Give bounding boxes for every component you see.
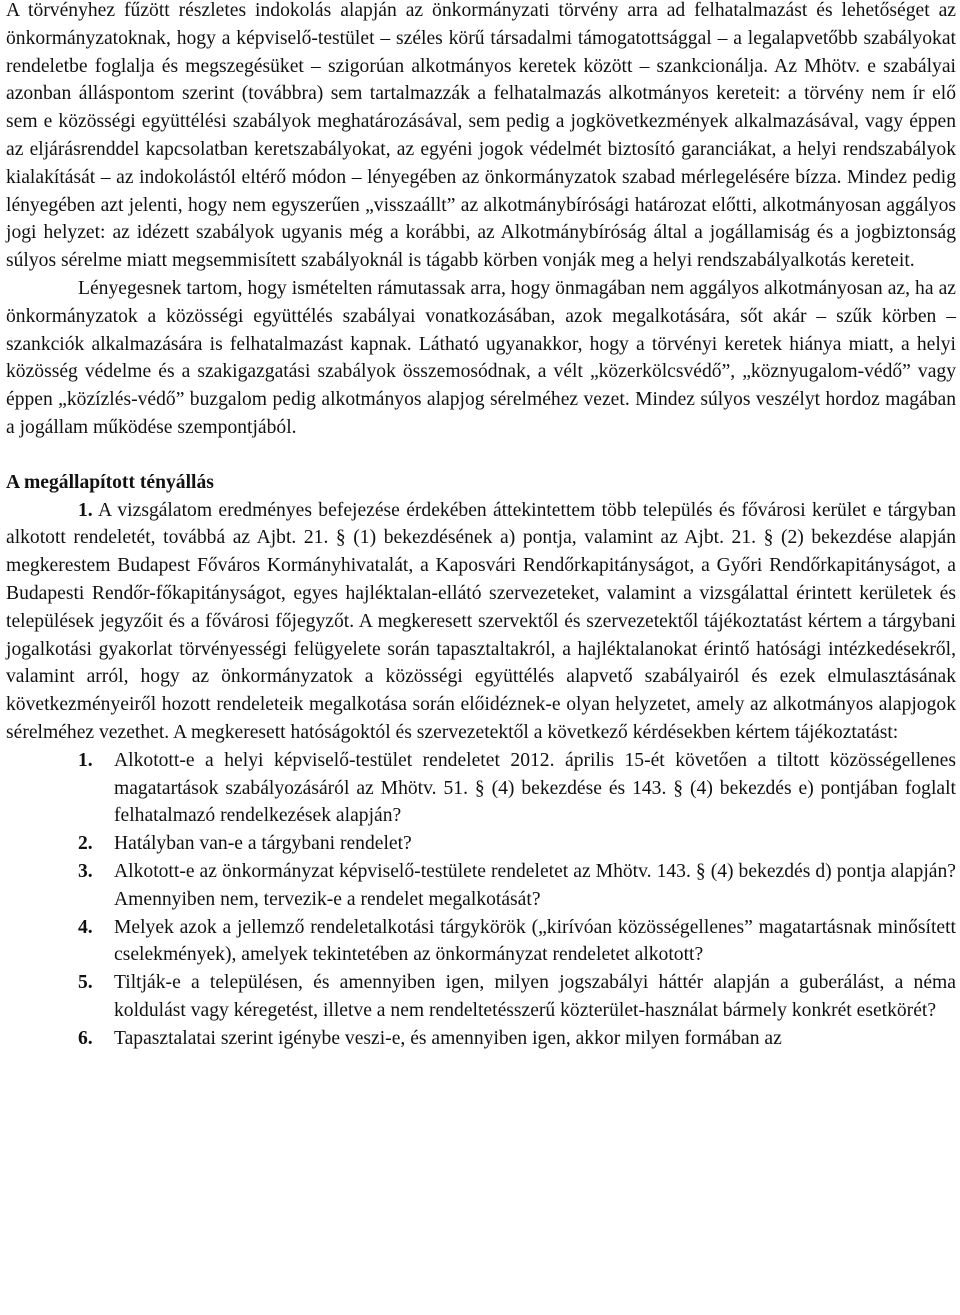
question-text: Hatályban van-e a tárgybani rendelet? bbox=[114, 833, 412, 855]
question-item bbox=[6, 914, 956, 970]
question-number: 1. bbox=[78, 749, 93, 771]
document-page bbox=[6, 0, 956, 1052]
question-number: 5. bbox=[78, 972, 93, 994]
question-list bbox=[6, 747, 956, 1053]
question-text: Alkotott-e a helyi képviselő-testület rendeletet 2012. április 15-ét követően a tiltott közösségellenes magatartások szabályozásáról az Mhötv. 51. § (4) bekezdése és 143. § (4) bekezdés e) pontjában foglalt felhatalmazó rendelkezések alapján? bbox=[114, 749, 956, 827]
question-number: 4. bbox=[78, 916, 93, 938]
question-number: 2. bbox=[78, 833, 93, 855]
section-heading: A megállapított tényállás bbox=[6, 471, 214, 493]
body-paragraph: Lényegesnek tartom, hogy ismételten rámutassak arra, hogy önmagában nem aggályos alkotmányosan az, ha az önkormányzatok a közösségi együttélés szabályai vonatkozásában, azok megalkotására, sőt akár – szűk körben – szankciók alkalmazására is felhatalmazást kapnak. Látható ugyanakkor, hogy a törvényi keretek hiánya miatt, a helyi közösség védelme és a szakigazgatási szabályok összemosódnak, a vélt „közerkölcsvédő”, „köznyugalom-védő” vagy éppen „közízlés-védő” buzgalom pedig alkotmányos alapjog sérelméhez vezet. Mindez súlyos veszélyt hordoz magában a jogállam működése szempontjából. bbox=[6, 277, 956, 438]
question-text: Tapasztalatai szerint igénybe veszi-e, és amennyiben igen, akkor milyen formában az bbox=[114, 1027, 782, 1049]
numbered-paragraph bbox=[6, 497, 956, 747]
paragraph-number: 1. bbox=[78, 499, 93, 521]
question-number: 6. bbox=[78, 1027, 93, 1049]
question-item bbox=[6, 830, 956, 858]
question-text: Alkotott-e az önkormányzat képviselő-testülete rendeletet az Mhötv. 143. § (4) bekezdés d) pontja alapján? Amennyiben nem, tervezik-e a rendelet megalkotását? bbox=[114, 860, 956, 910]
question-number: 3. bbox=[78, 860, 93, 882]
question-text: Tiltják-e a településen, és amennyiben igen, milyen jogszabályi háttér alapján a guberálást, a néma koldulást vagy kéregetést, illetve a nem rendeltetésszerű közterület-használat bármely konkrét esetkörét? bbox=[114, 972, 956, 1021]
question-item bbox=[6, 747, 956, 830]
question-item bbox=[6, 969, 956, 1025]
body-paragraph: A törvényhez fűzött részletes indokolás alapján az önkormányzati törvény arra ad felhatalmazást és lehetőséget az önkormányzatoknak, hogy a képviselő-testület – széles körű társadalmi támogatottsággal – a legalapvetőbb szabályokat rendeletbe foglalja és megszegésüket – szigorúan alkotmányos keretek között – szankcionálja. Az Mhötv. e szabályai azonban álláspontom szerint (továbbra) sem tartalmazzák a felhatalmazás alkotmányos kereteit: a törvény nem ír elő sem e közösségi együttélési szabályok meghatározásával, sem pedig a jogkövetkezmények alkalmazásával, vagy éppen az eljárásrenddel kapcsolatban keretszabályokat, az egyéni jogok védelmét biztosító garanciákat, a helyi rendszabályok kialakítását – az indokolástól eltérő módon – lényegében az önkormányzatok szabad mérlegelésére bízza. Mindez pedig lényegében azt jelenti, hogy nem egyszerűen „visszaállt” az alkotmánybírósági határozat előtti, alkotmányosan aggályos jogi helyzet: az idézett szabályok ugyanis még a korábbi, az Alkotmánybíróság által a jogállamiság és a jogbiztonság súlyos sérelme miatt megsemmisített szabályoknál is tágabb körben vonják meg a helyi rendszabályalkotás kereteit. bbox=[6, 0, 956, 272]
question-text: Melyek azok a jellemző rendeletalkotási tárgykörök („kirívóan közösségellenes” magatartásnak minősített cselekmények), amelyek tekintetében az önkormányzat rendeletet alkotott? bbox=[114, 916, 956, 966]
question-item bbox=[6, 1025, 956, 1053]
paragraph-text: A vizsgálatom eredményes befejezése érdekében áttekintettem több település és fővárosi kerület e tárgyban alkotott rendeletét, továbbá az Ajbt. 21. § (1) bekezdésének a) pontja, valamint az Ajbt. 21. § (2) bekezdése alapján megkerestem Budapest Főváros Kormányhivatalát, a Kaposvári Rendőrkapitányságot, a Győri Rendőrkapitányságot, a Budapesti Rendőr-főkapitányságot, egyes hajléktalan-ellátó szervezeteket, valamint a vizsgálattal érintett kerületek és települések jegyzőit és a fővárosi főjegyzőt. A megkeresett szervektől és szervezetektől tájékoztatást kértem a tárgybani jogalkotási gyakorlat törvényességi felügyelete során tapasztaltakról, a hajléktalanokat érintő hatósági intézkedésekről, valamint arról, hogy az önkormányzatok a közösségi együttélés alapvető szabályairól és ezek elmulasztásának következményeiről hozott rendeleteik megalkotása során előidéznek-e olyan helyzetet, amely az alkotmányos alapjogok sérelméhez vezethet. A megkeresett hatóságoktól és szervezetektől a következő kérdésekben kértem tájékoztatást: bbox=[6, 499, 956, 743]
question-item bbox=[6, 858, 956, 914]
